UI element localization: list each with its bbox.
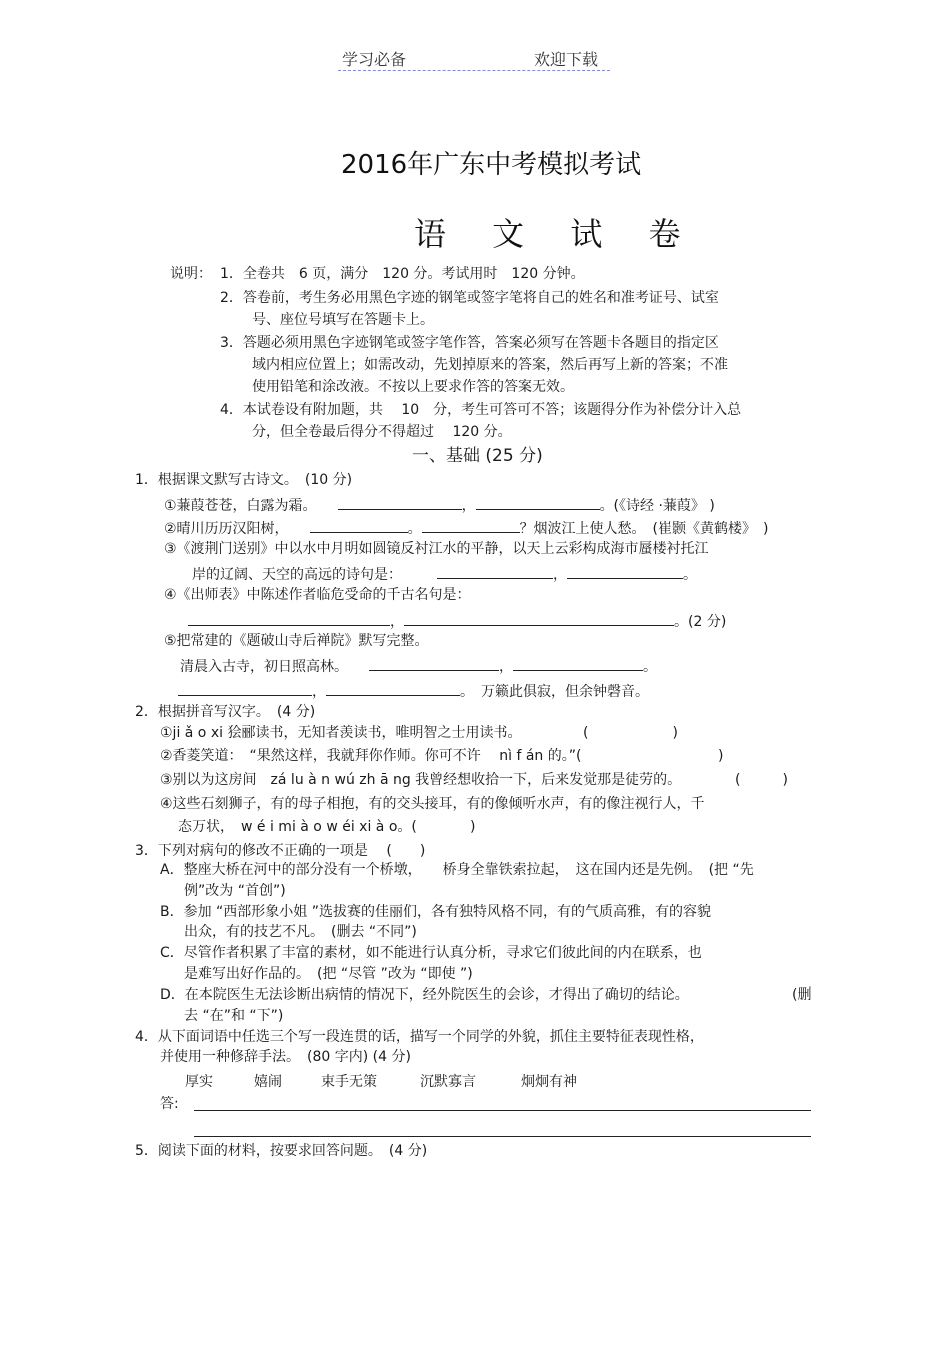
answer-blank[interactable] [178, 681, 312, 696]
q2-stem: 2．根据拼音写汉字。 (4 分) [135, 704, 316, 720]
exam-title: 2016年广东中考模拟考试 [341, 150, 642, 180]
header-divider [338, 70, 610, 71]
answer-blank[interactable] [513, 656, 643, 671]
answer-blank[interactable] [422, 518, 520, 533]
exam-subtitle: 语 文 试 卷 [414, 215, 699, 253]
q4-word: 沉默寡言 [420, 1074, 476, 1090]
instructions-label: 说明： [170, 266, 212, 282]
q3-option-d1-note: (删 [792, 987, 812, 1003]
instruction-3c: 使用铅笔和涂改液。不按以上要求作答的答案无效。 [252, 379, 574, 395]
instruction-4b: 分，但全卷最后得分不得超过 120 分。 [252, 424, 512, 440]
answer-blank[interactable] [188, 611, 390, 626]
q3-option-b2: 出众，有的技艺不凡。 (删去 “不同”) [184, 924, 417, 940]
answer-blank[interactable] [310, 518, 408, 533]
q2-paren-d[interactable]: ) [470, 819, 476, 835]
answer-blank[interactable] [326, 681, 460, 696]
q3-option-d1: D．在本院医生无法诊断出病情的情况下，经外院医生的会诊，才得出了确切的结论。 [160, 987, 689, 1003]
answer-blank[interactable] [404, 611, 674, 626]
q1-item-5c: ， 。 万籁此俱寂，但余钟磬音。 [178, 681, 649, 701]
q1-item-4a: ④《出师表》中陈述作者临危受命的千古名句是： [164, 587, 471, 603]
q2-item-d2: 态万状， w é i mi à o w éi xi à o。( [178, 819, 417, 835]
q2-paren-b[interactable]: ) [718, 748, 724, 764]
q3-option-a1: A．整座大桥在河中的部分没有一个桥墩， 桥身全靠铁索拉起， 这在国内还是先例。 (把 “先 [160, 862, 754, 878]
q2-paren-a[interactable]: ( ) [583, 725, 678, 741]
section-heading: 一、基础 (25 分) [412, 446, 543, 466]
q3-option-c1: C．尽管作者积累了丰富的素材，如不能进行认真分析，寻求它们彼此间的内在联系，也 [160, 945, 702, 961]
answer-blank[interactable] [476, 495, 600, 510]
q2-paren-c[interactable]: ( ) [735, 772, 788, 788]
q4-word: 厚实 [185, 1074, 213, 1090]
q4-word: 嬉闹 [254, 1074, 282, 1090]
q4-stem-1: 4．从下面词语中任选三个写一段连贯的话，描写一个同学的外貌，抓住主要特征表现性格， [135, 1029, 704, 1045]
instruction-3b: 域内相应位置上；如需改动，先划掉原来的答案，然后再写上新的答案；不准 [252, 357, 728, 373]
q1-item-3a: ③《渡荆门送别》中以水中月明如圆镜反衬江水的平静，以天上云彩构成海市蜃楼衬托江 [164, 541, 709, 557]
answer-blank[interactable] [567, 564, 683, 579]
instruction-2a: 2．答卷前，考生务必用黑色字迹的钢笔或签字笔将自己的姓名和准考证号、试室 [220, 290, 719, 306]
q3-option-b1: B．参加 “西部形象小姐 ”选拔赛的佳丽们，各有独特风格不同，有的气质高雅，有的容貌 [160, 904, 712, 920]
q1-stem: 1．根据课文默写古诗文。 (10 分) [135, 472, 353, 488]
answer-blank[interactable] [338, 495, 462, 510]
q4-stem-2: 并使用一种修辞手法。 (80 字内) (4 分) [160, 1049, 411, 1065]
q5-stem: 5．阅读下面的材料，按要求回答问题。 (4 分) [135, 1143, 428, 1159]
instruction-2b: 号、座位号填写在答题卡上。 [252, 312, 434, 328]
q3-option-d2: 去 “在”和 “下”) [184, 1008, 284, 1024]
instruction-4a: 4．本试卷设有附加题，共 10 分，考生可答可不答；该题得分作为补偿分计入总 [220, 402, 742, 418]
q1-item-3b: 岸的辽阔、天空的高远的诗句是： ， 。 [192, 564, 697, 584]
answer-blank[interactable] [437, 564, 553, 579]
answer-line[interactable] [194, 1136, 811, 1137]
q2-item-d1: ④这些石刻狮子，有的母子相抱，有的交头接耳，有的像倾听水声，有的像注视行人，千 [160, 796, 705, 812]
q2-item-b: ②香菱笑道： “果然这样，我就拜你作师。你可不许 nì f án 的。”( [160, 748, 582, 764]
q4-answer-label: 答: [160, 1096, 179, 1112]
q4-word: 炯炯有神 [521, 1074, 577, 1090]
q1-item-4b: ， 。(2 分) [188, 611, 726, 631]
q2-item-a: ①ji ǎ o xi 狯郦读书，无知者羡读书，唯明智之士用读书。 [160, 725, 522, 741]
instruction-1: 1．全卷共 6 页，满分 120 分。考试用时 120 分钟。 [220, 266, 585, 282]
instruction-3a: 3．答题必须用黑色字迹钢笔或签字笔作答，答案必须写在答题卡各题目的指定区 [220, 335, 719, 351]
q3-option-a2: 例”改为 “首创”) [184, 883, 286, 899]
q1-item-2: ②晴川历历汉阳树， 。 ？烟波江上使人愁。 (崔颢《黄鹤楼》 ) [164, 518, 769, 538]
q3-option-c2: 是难写出好作品的。 (把 “尽管 ”改为 “即使 ”) [184, 966, 473, 982]
q2-item-c: ③别以为这房间 zá lu à n wú zh ā ng 我曾经想收拾一下，后来发觉那是徒劳的。 [160, 772, 682, 788]
q4-word: 束手无策 [321, 1074, 377, 1090]
q3-stem: 3．下列对病句的修改不正确的一项是 ( ) [135, 843, 426, 859]
q1-item-1: ①蒹葭苍苍，白露为霜。 ， 。(《诗经 ·蒹葭》 ) [164, 495, 715, 515]
q1-item-5b: 清晨入古寺，初日照高林。 ， 。 [180, 656, 657, 676]
q1-item-5a: ⑤把常建的《题破山寺后禅院》默写完整。 [164, 633, 429, 649]
answer-blank[interactable] [369, 656, 499, 671]
header-right: 欢迎下载 [534, 50, 599, 69]
header-left: 学习必备 [342, 50, 407, 69]
answer-line[interactable] [194, 1110, 811, 1111]
